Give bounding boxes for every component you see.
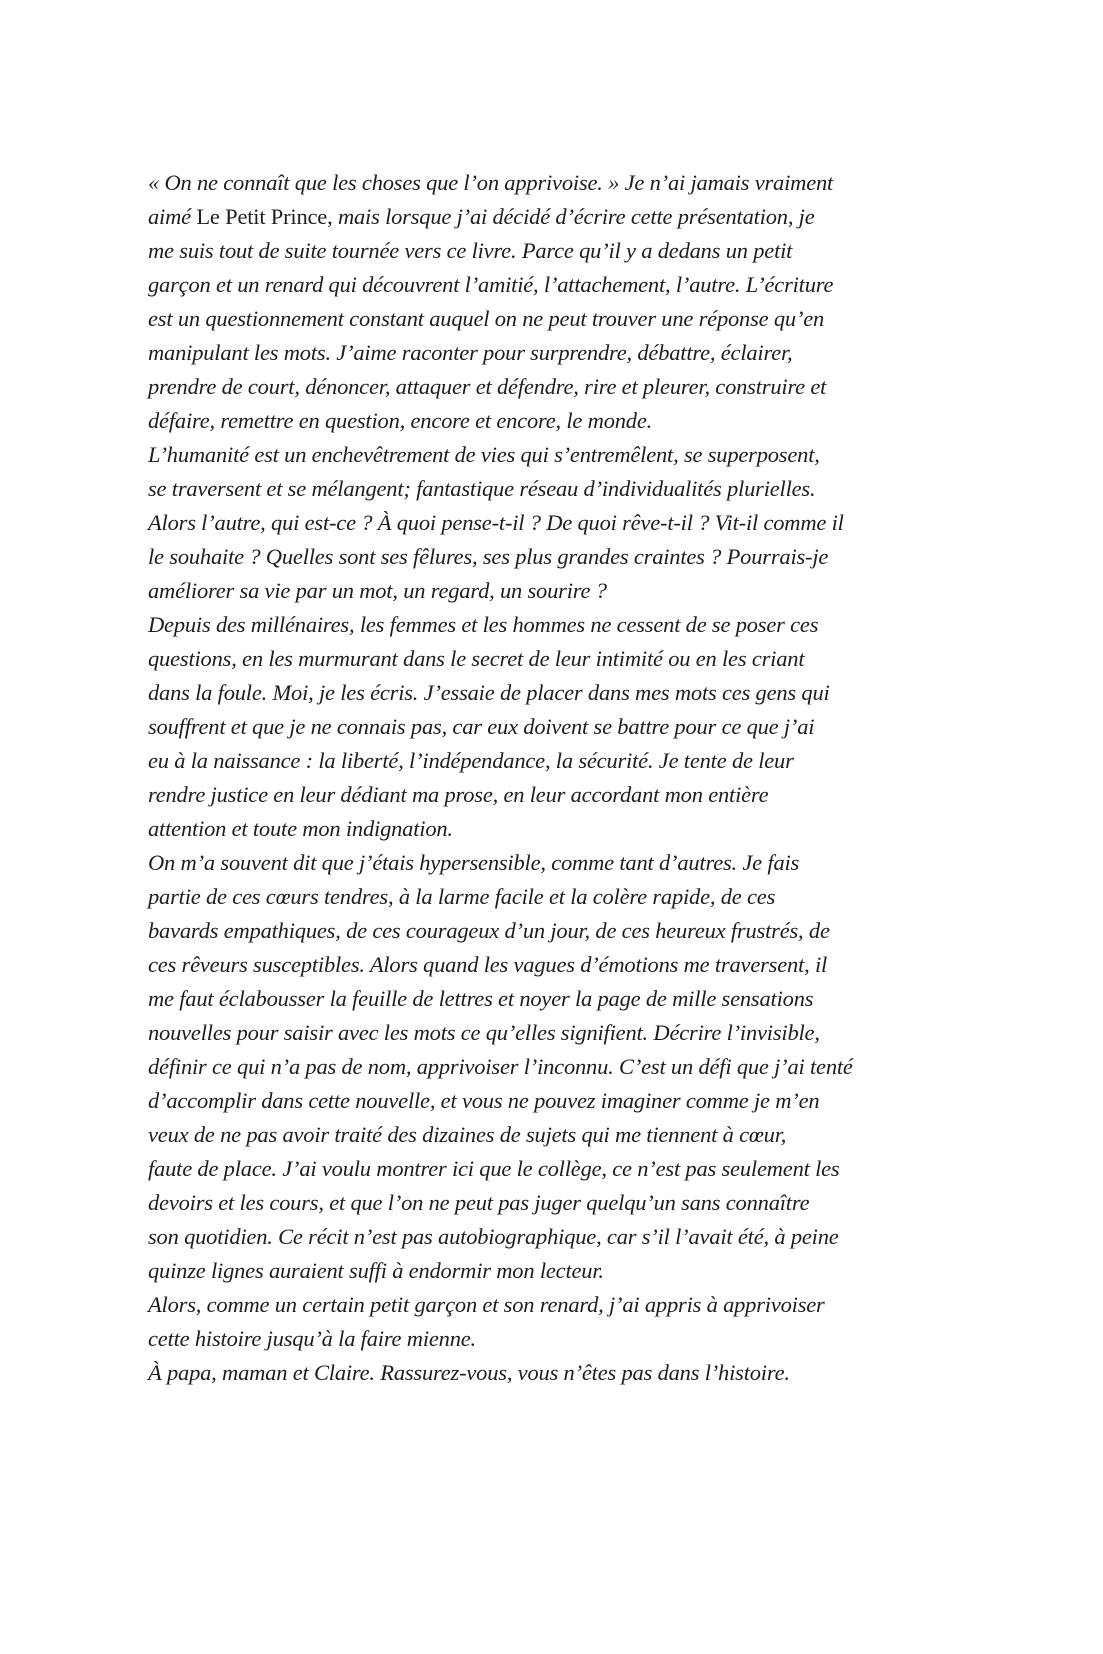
italic-text-segment: veux de ne pas avoir traité des dizaines de sujets qui me tiennent à cœur, bbox=[148, 1122, 787, 1147]
italic-text-segment: quinze lignes auraient suffi à endormir mon lecteur. bbox=[148, 1258, 604, 1283]
text-line bbox=[148, 1322, 960, 1356]
italic-text-segment: faute de place. J’ai voulu montrer ici que le collège, ce n’est pas seulement les bbox=[148, 1156, 840, 1181]
text-line bbox=[148, 302, 960, 336]
italic-text-segment: questions, en les murmurant dans le secret de leur intimité ou en les criant bbox=[148, 646, 805, 671]
text-line bbox=[148, 1356, 960, 1390]
text-line bbox=[148, 1084, 960, 1118]
italic-text-segment: définir ce qui n’a pas de nom, apprivoiser l’inconnu. C’est un défi que j’ai tenté bbox=[148, 1054, 853, 1079]
text-line bbox=[148, 778, 960, 812]
text-line bbox=[148, 710, 960, 744]
text-line bbox=[148, 1016, 960, 1050]
italic-text-segment: On m’a souvent dit que j’étais hypersensible, comme tant d’autres. Je fais bbox=[148, 850, 800, 875]
italic-text-segment: L’humanité est un enchevêtrement de vies qui s’entremêlent, se superposent, bbox=[148, 442, 820, 467]
italic-text-segment: dans la foule. Moi, je les écris. J’essaie de placer dans mes mots ces gens qui bbox=[148, 680, 830, 705]
italic-text-segment: me faut éclabousser la feuille de lettres et noyer la page de mille sensations bbox=[148, 986, 814, 1011]
italic-text-segment: rendre justice en leur dédiant ma prose, en leur accordant mon entière bbox=[148, 782, 769, 807]
italic-text-segment: défaire, remettre en question, encore et encore, le monde. bbox=[148, 408, 653, 433]
italic-text-segment: attention et toute mon indignation. bbox=[148, 816, 453, 841]
italic-text-segment: manipulant les mots. J’aime raconter pour surprendre, débattre, éclairer, bbox=[148, 340, 793, 365]
italic-text-segment: eu à la naissance : la liberté, l’indépendance, la sécurité. Je tente de leur bbox=[148, 748, 794, 773]
italic-text-segment: son quotidien. Ce récit n’est pas autobiographique, car s’il l’avait été, à peine bbox=[148, 1224, 839, 1249]
text-line bbox=[148, 234, 960, 268]
italic-text-segment: est un questionnement constant auquel on ne peut trouver une réponse qu’en bbox=[148, 306, 825, 331]
italic-text-segment: mais lorsque j’ai décidé d’écrire cette présentation, je bbox=[332, 204, 815, 229]
text-line bbox=[148, 404, 960, 438]
italic-text-segment: me suis tout de suite tournée vers ce livre. Parce qu’il y a dedans un petit bbox=[148, 238, 793, 263]
text-line bbox=[148, 540, 960, 574]
text-line bbox=[148, 370, 960, 404]
italic-text-segment: Alors, comme un certain petit garçon et son renard, j’ai appris à apprivoiser bbox=[148, 1292, 825, 1317]
text-line bbox=[148, 1152, 960, 1186]
text-line bbox=[148, 1220, 960, 1254]
text-line bbox=[148, 506, 960, 540]
text-line bbox=[148, 642, 960, 676]
text-line bbox=[148, 914, 960, 948]
text-line bbox=[148, 846, 960, 880]
text-line bbox=[148, 880, 960, 914]
page-text bbox=[148, 166, 960, 1390]
italic-text-segment: Depuis des millénaires, les femmes et les hommes ne cessent de se poser ces bbox=[148, 612, 819, 637]
text-line bbox=[148, 982, 960, 1016]
text-line bbox=[148, 744, 960, 778]
italic-text-segment: partie de ces cœurs tendres, à la larme facile et la colère rapide, de ces bbox=[148, 884, 776, 909]
italic-text-segment: nouvelles pour saisir avec les mots ce qu’elles signifient. Décrire l’invisible, bbox=[148, 1020, 820, 1045]
italic-text-segment: cette histoire jusqu’à la faire mienne. bbox=[148, 1326, 476, 1351]
text-line bbox=[148, 1254, 960, 1288]
text-line bbox=[148, 200, 960, 234]
text-line bbox=[148, 268, 960, 302]
italic-text-segment: se traversent et se mélangent; fantastique réseau d’individualités plurielles. bbox=[148, 476, 816, 501]
italic-text-segment: « On ne connaît que les choses que l’on apprivoise. » Je n’ai jamais vraiment bbox=[148, 170, 834, 195]
text-line bbox=[148, 948, 960, 982]
text-line bbox=[148, 608, 960, 642]
italic-text-segment: souffrent et que je ne connais pas, car eux doivent se battre pour ce que j’ai bbox=[148, 714, 815, 739]
text-line bbox=[148, 1050, 960, 1084]
text-line bbox=[148, 1186, 960, 1220]
roman-text-segment: Le Petit Prince, bbox=[196, 204, 333, 229]
italic-text-segment: devoirs et les cours, et que l’on ne peut pas juger quelqu’un sans connaître bbox=[148, 1190, 810, 1215]
italic-text-segment: Alors l’autre, qui est-ce ? À quoi pense-t-il ? De quoi rêve-t-il ? Vit-il comme il bbox=[148, 510, 844, 535]
text-line bbox=[148, 336, 960, 370]
text-line bbox=[148, 1288, 960, 1322]
italic-text-segment: le souhaite ? Quelles sont ses fêlures, ses plus grandes craintes ? Pourrais-je bbox=[148, 544, 829, 569]
italic-text-segment: aimé bbox=[148, 204, 197, 229]
text-line bbox=[148, 812, 960, 846]
text-line bbox=[148, 166, 960, 200]
text-line bbox=[148, 676, 960, 710]
text-line bbox=[148, 1118, 960, 1152]
italic-text-segment: d’accomplir dans cette nouvelle, et vous ne pouvez imaginer comme je m’en bbox=[148, 1088, 820, 1113]
italic-text-segment: prendre de court, dénoncer, attaquer et défendre, rire et pleurer, construire et bbox=[148, 374, 827, 399]
text-line bbox=[148, 438, 960, 472]
italic-text-segment: À papa, maman et Claire. Rassurez-vous, vous n’êtes pas dans l’histoire. bbox=[148, 1360, 790, 1385]
italic-text-segment: ces rêveurs susceptibles. Alors quand les vagues d’émotions me traversent, il bbox=[148, 952, 828, 977]
italic-text-segment: garçon et un renard qui découvrent l’amitié, l’attachement, l’autre. L’écriture bbox=[148, 272, 834, 297]
text-line bbox=[148, 472, 960, 506]
italic-text-segment: améliorer sa vie par un mot, un regard, un sourire ? bbox=[148, 578, 607, 603]
text-line bbox=[148, 574, 960, 608]
italic-text-segment: bavards empathiques, de ces courageux d’un jour, de ces heureux frustrés, de bbox=[148, 918, 830, 943]
